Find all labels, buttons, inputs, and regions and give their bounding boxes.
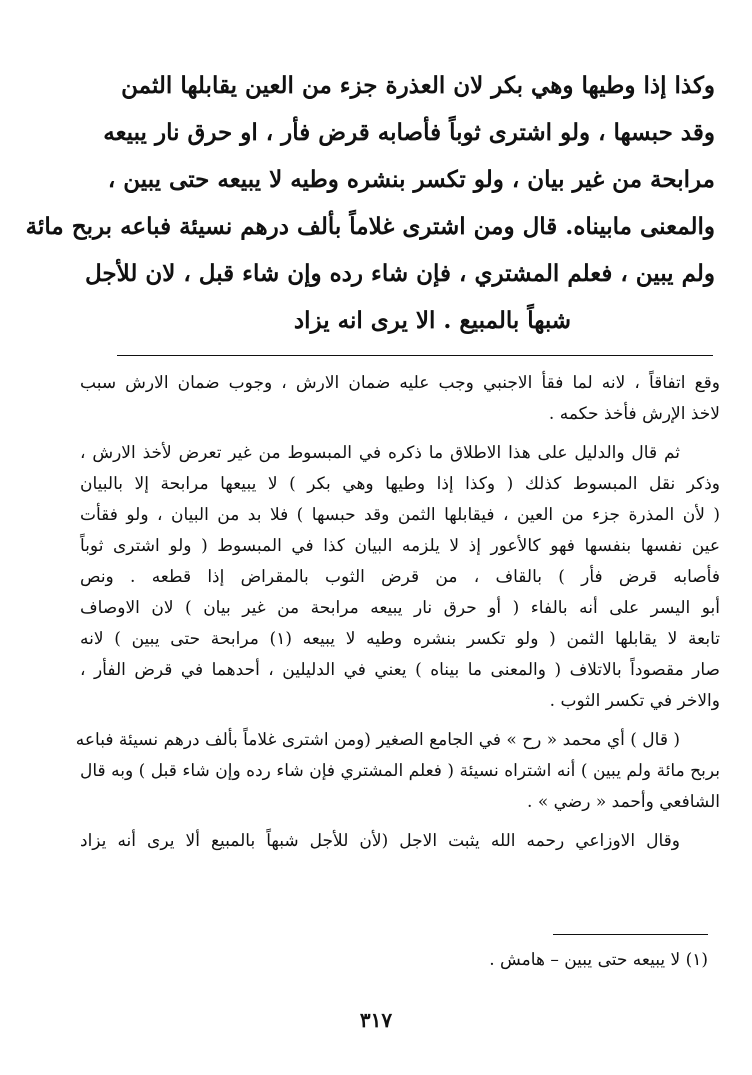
main-text-line: ولم يبين ، فعلم المشتري ، فإن شاء رده وإن شاء قبل ، لان للأجل bbox=[84, 260, 715, 287]
commentary-line: وذكر نقل المبسوط كذلك ( وكذا إذا وطيها وهي بكر ) لا يبيعها مرابحة إلا بالبيان bbox=[80, 474, 720, 494]
commentary-line: صار مقصوداً بالاتلاف ( والمعنى ما بيناه ) يعني في الدليلين ، أحدهما في قرض الفأر ، bbox=[80, 660, 720, 680]
commentary-line: عين نفسها بنفسها فهو كالأعور إذ لا يلزمه البيان كذا في المبسوط ( ولو اشترى ثوباً bbox=[80, 536, 720, 556]
main-text-line: مرابحة من غير بيان ، ولو تكسر بنشره وطيه لا يبيعه حتى يبين ، bbox=[107, 166, 715, 193]
main-text-block bbox=[25, 62, 715, 344]
commentary-line: ثم قال والدليل على هذا الاطلاق ما ذكره في المبسوط من غير تعرض لأخذ الارش ، bbox=[80, 443, 680, 463]
commentary-block bbox=[75, 368, 721, 857]
main-text-line: وكذا إذا وطيها وهي بكر لان العذرة جزء من العين يقابلها الثمن bbox=[121, 72, 715, 99]
commentary-line: وقع اتفاقاً ، لانه لما فقأ الاجنبي وجب عليه ضمان الارش ، وجوب ضمان الارش سبب bbox=[80, 373, 720, 393]
commentary-line: وقال الاوزاعي رحمه الله يثبت الاجل (لأن للأجل شبهاً بالمبيع ألا يرى أنه يزاد bbox=[80, 831, 680, 851]
main-text-line: وقد حبسها ، ولو اشترى ثوباً فأصابه قرض فأر ، او حرق نار يبيعه bbox=[103, 119, 715, 146]
commentary-line: لاخذ الإرش فأخذ حكمه . bbox=[548, 404, 720, 424]
commentary-line: الشافعي وأحمد « رضي » . bbox=[527, 792, 720, 812]
main-text-divider bbox=[117, 355, 713, 356]
commentary-paragraph bbox=[80, 438, 720, 717]
footnote-divider bbox=[553, 934, 708, 935]
commentary-line: ( قال ) أي محمد « رح » في الجامع الصغير (ومن اشترى غلاماً بألف درهم نسيئة فباعه bbox=[75, 730, 680, 750]
commentary-paragraph bbox=[80, 826, 720, 857]
commentary-paragraph bbox=[80, 368, 720, 430]
commentary-line: والاخر في تكسر الثوب . bbox=[549, 691, 720, 711]
commentary-paragraph bbox=[75, 725, 720, 818]
commentary-line: تابعة لا يقابلها الثمن ( ولو تكسر بنشره وطيه لا يبيعه (١) مرابحة حتى يبين ) لانه bbox=[80, 629, 721, 649]
commentary-line: أبو اليسر على أنه بالفاء ( أو حرق نار يبيعه مرابحة من غير بيان ) لان الاوصاف bbox=[80, 598, 720, 618]
commentary-line: بربح مائة ولم يبين ) أنه اشتراه نسيئة ( فعلم المشتري فإن شاء رده وإن شاء قبل ) وبه قال bbox=[80, 761, 720, 781]
main-text-line: والمعنى مابيناه. قال ومن اشترى غلاماً بألف درهم نسيئة فباعه بربح مائة bbox=[25, 213, 715, 240]
commentary-line: ( لأن المذرة جزء من العين ، فيقابلها الثمن وقد حبسها ) فلا بد من البيان ، ولو فقأت bbox=[80, 505, 720, 525]
commentary-line: فأصابه قرض فأر ) بالقاف ، من قرض الثوب بالمقراض إذا قطعه . ونص bbox=[80, 567, 720, 587]
main-text-line: شبهاً بالمبيع . الا يرى انه يزاد bbox=[293, 307, 572, 334]
footnote: (١) لا يبيعه حتى يبين – هامش . bbox=[489, 950, 708, 970]
page-number: ٣١٧ bbox=[359, 1008, 393, 1032]
